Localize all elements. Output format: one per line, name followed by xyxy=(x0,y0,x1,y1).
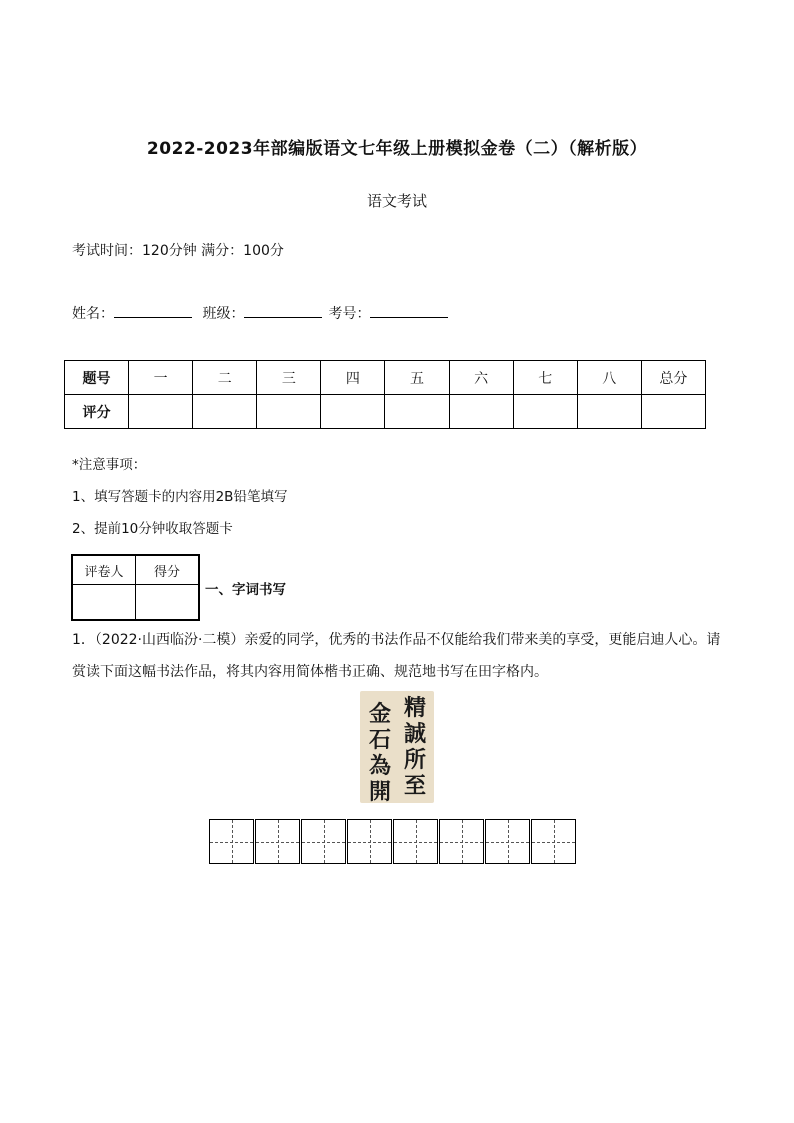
score-cell[interactable] xyxy=(129,395,193,429)
score-cell[interactable] xyxy=(641,395,705,429)
document-subtitle: 语文考试 xyxy=(366,192,427,210)
class-blank[interactable] xyxy=(244,303,322,318)
section-title: 一、字词书写 xyxy=(205,582,286,598)
score-cell[interactable] xyxy=(449,395,513,429)
number-label: 考号： xyxy=(328,306,371,322)
tianzige-cell[interactable] xyxy=(347,819,392,864)
notes-heading: *注意事项： xyxy=(72,457,147,473)
number-blank[interactable] xyxy=(370,303,448,318)
tianzige-cell[interactable] xyxy=(439,819,484,864)
note-item: 1、填写答题卡的内容用2B铅笔填写 xyxy=(72,489,288,505)
calligraphy-image xyxy=(360,691,434,803)
score-table-col: 六 xyxy=(449,361,513,395)
score-table-col: 二 xyxy=(193,361,257,395)
score-cell[interactable] xyxy=(321,395,385,429)
tianzige-grid xyxy=(209,819,576,865)
score-cell[interactable] xyxy=(193,395,257,429)
score-table-col: 八 xyxy=(577,361,641,395)
name-label: 姓名： xyxy=(72,306,114,322)
question-text: 1．（2022·山西临汾·二模）亲爱的同学，优秀的书法作品不仅能给我们带来美的享受，更能启迪人心。请赏读下面这幅书法作品，将其内容用简体楷书正确、规范地书写在田字格内。 xyxy=(72,632,721,680)
score-table-row-scores xyxy=(65,395,706,429)
score-cell[interactable] xyxy=(577,395,641,429)
score-cell[interactable] xyxy=(513,395,577,429)
calligraphy-right-column: 精 誠 所 至 xyxy=(403,695,426,799)
document-title: 2022-2023年部编版语文七年级上册模拟金卷（二）（解析版） xyxy=(146,139,648,159)
score-table xyxy=(64,360,706,429)
score-table-col: 三 xyxy=(257,361,321,395)
exam-info: 考试时间：120分钟 满分：100分 xyxy=(72,243,284,259)
tianzige-cell[interactable] xyxy=(531,819,576,864)
score-cell[interactable] xyxy=(257,395,321,429)
score-table-col: 总分 xyxy=(641,361,705,395)
grader-label: 评卷人 xyxy=(72,555,136,585)
score-table-col: 一 xyxy=(129,361,193,395)
tianzige-cell[interactable] xyxy=(255,819,300,864)
tianzige-cell[interactable] xyxy=(393,819,438,864)
score-table-col: 五 xyxy=(385,361,449,395)
score-table-col: 四 xyxy=(321,361,385,395)
tianzige-cell[interactable] xyxy=(209,819,254,864)
note-item: 2、提前10分钟收取答题卡 xyxy=(72,521,233,537)
score-table-header-score: 评分 xyxy=(65,395,129,429)
grader-table xyxy=(71,554,200,621)
score-table-header-number: 题号 xyxy=(65,361,129,395)
calligraphy-left-column: 金 石 為 開 xyxy=(368,701,391,805)
score-input-cell[interactable] xyxy=(136,585,200,621)
grader-cell[interactable] xyxy=(72,585,136,621)
score-table-row-numbers xyxy=(65,361,706,395)
name-blank[interactable] xyxy=(114,303,192,318)
score-label: 得分 xyxy=(136,555,200,585)
class-label: 班级： xyxy=(202,306,245,322)
tianzige-cell[interactable] xyxy=(485,819,530,864)
score-cell[interactable] xyxy=(385,395,449,429)
score-table-col: 七 xyxy=(513,361,577,395)
tianzige-cell[interactable] xyxy=(301,819,346,864)
student-fields xyxy=(72,303,454,323)
